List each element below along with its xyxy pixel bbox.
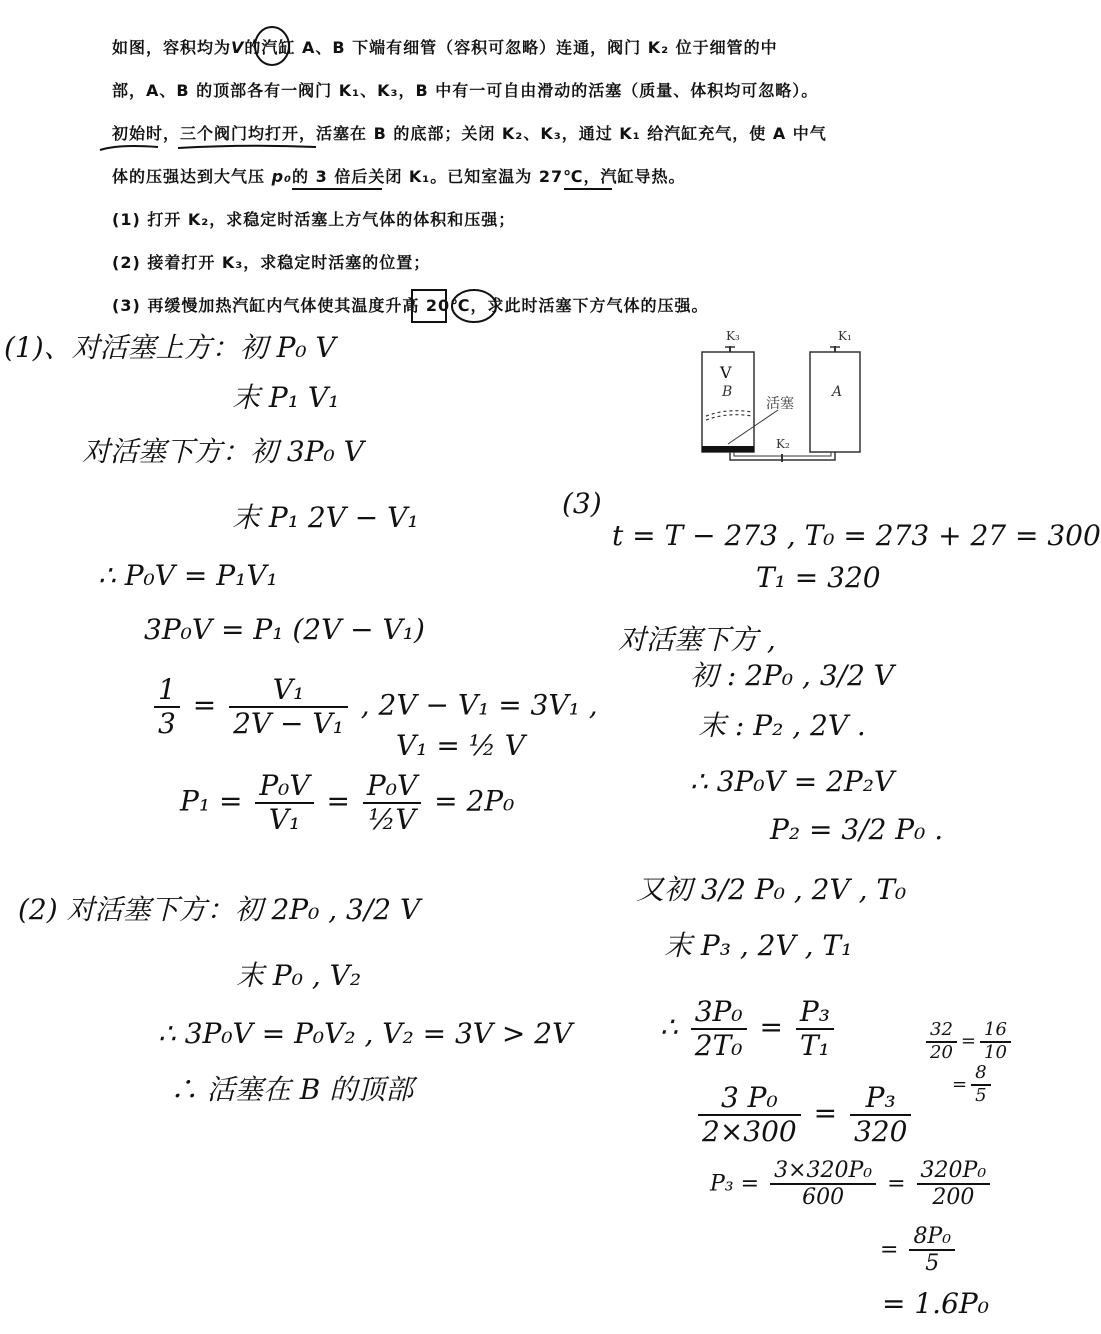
label-a: A bbox=[832, 384, 843, 400]
handwritten-circle-v bbox=[250, 24, 302, 68]
problem-line-1: 如图，容积均为V的汽缸 A、B 下端有细管（容积可忽略）连通，阀门 K₂ 位于细管的中 bbox=[112, 26, 872, 69]
part1-equation-1: ∴ P₀V = P₁V₁ bbox=[98, 559, 278, 592]
part3-temperature: t = T − 273 , T₀ = 273 + 27 = 300 bbox=[612, 519, 1101, 552]
part3-equation: ∴ 3P₀V = 2P₂V bbox=[690, 765, 895, 798]
side-calculation: $\frac{32}{20}$ = $\frac{16}{10}$ = $\frac{8}{5}$ bbox=[922, 1020, 1015, 1107]
part1-upper-initial: (1)、对活塞上方：初 P₀ V bbox=[4, 331, 336, 364]
part3-label: (3) bbox=[562, 487, 602, 520]
part3-p2: P₂ = 3/2 P₀ . bbox=[770, 813, 944, 846]
label-piston: 活塞 bbox=[766, 396, 794, 412]
label-b: B bbox=[722, 384, 733, 400]
part3-p3: P₃ = $\frac{\text{3×320P₀}}{600}$ = $\frac{\text{320P₀}}{200}$ bbox=[710, 1158, 994, 1211]
part2-equation: ∴ 3P₀V = P₀V₂ , V₂ = 3V > 2V bbox=[158, 1017, 573, 1050]
part3-t1: T₁ = 320 bbox=[756, 561, 881, 594]
part3-ratio-1: ∴ $\frac{\text{3P₀}}{\text{2T₀}}$ = $\frac{\text{P₃}}{\text{T₁}}$ bbox=[660, 996, 838, 1062]
part1-v1-result: V₁ = ½ V bbox=[396, 729, 525, 762]
part3-again-final: 末 P₃ , 2V , T₁ bbox=[664, 929, 853, 962]
part1-equation-3: $\frac{1}{3}$ = $\frac{\text{V₁}}{\text{2V − V₁}}$ , 2V − V₁ = 3V₁ , bbox=[150, 674, 598, 740]
question-2: (2) 接着打开 K₃，求稳定时活塞的位置； bbox=[112, 253, 431, 272]
cylinder-figure bbox=[690, 320, 865, 470]
part3-initial: 初 : 2P₀ , 3/2 V bbox=[690, 659, 894, 692]
part2-final: 末 P₀ , V₂ bbox=[236, 959, 362, 992]
part3-again-initial: 又初 3/2 P₀ , 2V , T₀ bbox=[636, 873, 907, 906]
label-k3: K₃ bbox=[726, 329, 740, 343]
label-k2: K₂ bbox=[776, 437, 790, 451]
label-k1: K₁ bbox=[838, 329, 852, 343]
volume-symbol: V bbox=[231, 38, 245, 57]
part3-ratio-2: $\frac{\text{3 P₀}}{2\times 300}$ = $\frac{\text{P₃}}{320}$ bbox=[694, 1082, 915, 1148]
problem-line-3: 初始时，三个阀门均打开，活塞在 B 的底部；关闭 K₂、K₃，通过 K₁ 给汽缸充气，使 A 中气 bbox=[112, 112, 872, 155]
part3-final: 末 : P₂ , 2V . bbox=[698, 709, 866, 742]
part3-lower-heading: 对活塞下方 , bbox=[618, 623, 776, 656]
problem-line-2: 部，A、B 的顶部各有一阀门 K₁、K₃，B 中有一可自由滑动的活塞（质量、体积均可忽略）。 bbox=[112, 81, 819, 100]
part1-p1-result: P₁ = $\frac{\text{P₀V}}{\text{V₁}}$ = $\frac{\text{P₀V}}{\text{½V}}$ = 2P₀ bbox=[180, 769, 515, 837]
part2-conclusion: ∴ 活塞在 B 的顶部 bbox=[170, 1073, 414, 1106]
part1-upper-final: 末 P₁ V₁ bbox=[232, 381, 340, 414]
part1-equation-2: 3P₀V = P₁ (2V − V₁) bbox=[144, 613, 425, 646]
handwritten-boxes bbox=[410, 286, 510, 326]
part3-final-answer: = 1.6P₀ bbox=[882, 1287, 989, 1320]
part1-lower-final: 末 P₁ 2V − V₁ bbox=[232, 501, 419, 534]
part2-initial: (2) 对活塞下方：初 2P₀ , 3/2 V bbox=[18, 893, 421, 926]
problem-line-4: 体的压强达到大气压 p₀的 3 倍后关闭 K₁。已知室温为 27℃，汽缸导热。 bbox=[112, 155, 872, 198]
handwritten-v-mark: V bbox=[720, 363, 732, 382]
part3-p3-simplified: = $\frac{\text{8P₀}}{5}$ bbox=[880, 1224, 959, 1277]
problem-text bbox=[112, 26, 872, 327]
apparatus-diagram bbox=[690, 320, 865, 474]
question-3: (3) 再缓慢加热汽缸内气体使其温度升高 20℃，求此时活塞下方气体的压强。 bbox=[112, 284, 872, 327]
handwritten-underline-2 bbox=[272, 183, 612, 199]
part1-lower-initial: 对活塞下方：初 3P₀ V bbox=[82, 435, 364, 468]
question-1: (1) 打开 K₂，求稳定时活塞上方气体的体积和压强； bbox=[112, 210, 516, 229]
pressure-symbol: p₀ bbox=[271, 167, 293, 186]
